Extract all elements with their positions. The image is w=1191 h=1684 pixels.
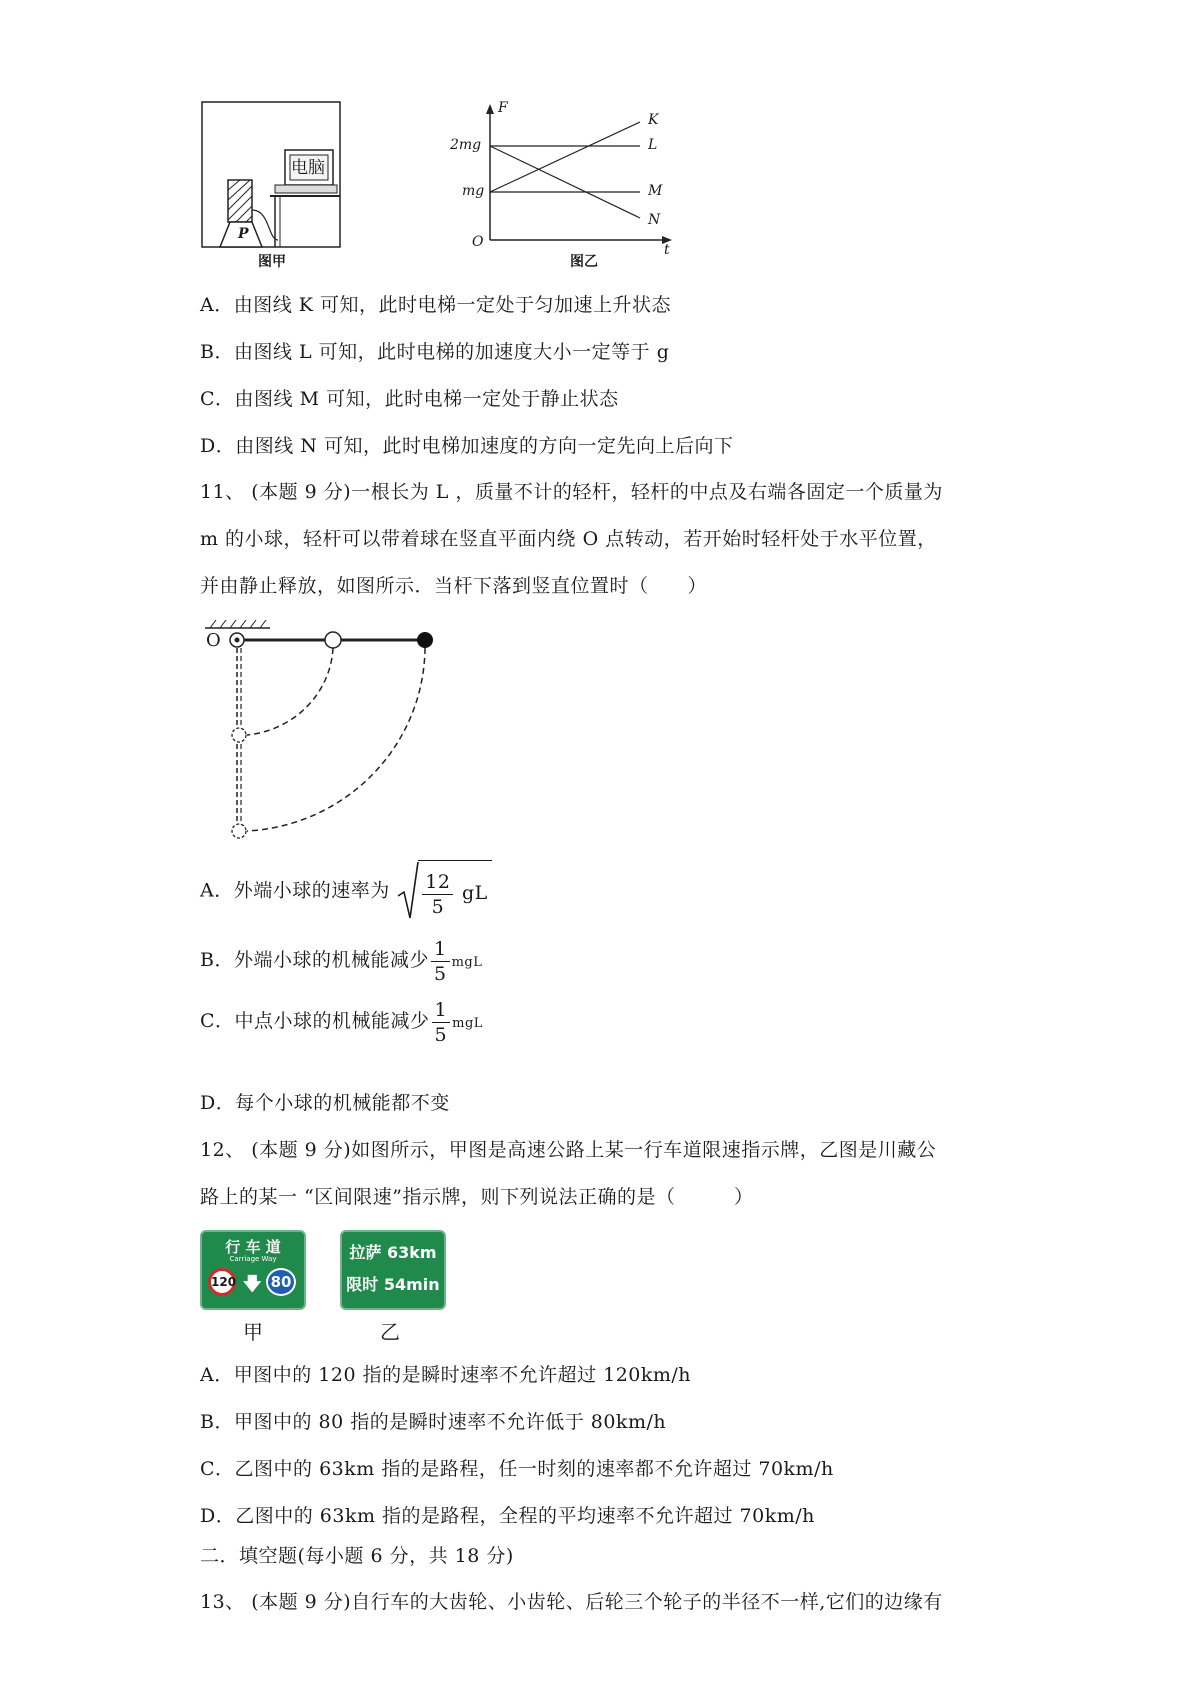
x-axis-label: t [664, 242, 670, 258]
fraction-1-5: $\frac{1}{5}$ [431, 937, 450, 986]
q11-option-a [200, 860, 492, 923]
figure-jia [200, 100, 345, 250]
mass-label-p: P [238, 226, 249, 242]
screen-label: 电脑 [291, 158, 325, 178]
down-arrow-icon: 🡇 [243, 1274, 262, 1295]
sign-yi-distance: 拉萨 63km [349, 1243, 437, 1262]
q11-stem-line1: 11、 (本题 9 分)一根长为 L ，质量不计的轻杆，轻杆的中点及右端各固定一个质量为 [200, 481, 943, 503]
q10-option-d: D．由图线 N 可知，此时电梯加速度的方向一定先向上后向下 [200, 435, 734, 457]
q11-a-prefix: A．外端小球的速率为 [200, 879, 390, 902]
q10-option-c: C．由图线 M 可知，此时电梯一定处于静止状态 [200, 388, 619, 410]
figure-jia-caption: 图甲 [258, 254, 286, 270]
sign-jia-title: 行 车 道 [225, 1238, 281, 1256]
fraction-1-5: $\frac{1}{5}$ [432, 998, 451, 1047]
label-m: M [648, 183, 663, 199]
figure-yi-caption: 图乙 [570, 254, 598, 270]
figure-yi-graph [450, 100, 680, 260]
q12-option-c: C．乙图中的 63km 指的是路程，任一时刻的速率都不允许超过 70km/h [200, 1458, 834, 1480]
tick-mg: mg [462, 183, 485, 199]
label-l: L [648, 137, 658, 153]
sign-yi-time: 限时 54min [346, 1275, 440, 1294]
rod-figure [200, 620, 450, 850]
pivot-label-o: O [206, 630, 221, 651]
q12-stem-line2: 路上的某一 “区间限速”指示牌，则下列说法正确的是（ ） [200, 1186, 754, 1208]
radical-sign [396, 860, 420, 922]
sign-interval-speed-limit [340, 1230, 446, 1310]
q12-option-a: A．甲图中的 120 指的是瞬时速率不允许超过 120km/h [200, 1364, 692, 1386]
q11-stem-line3: 并由静止释放，如图所示．当杆下落到竖直位置时（ ） [200, 575, 708, 597]
q11-option-b: B．外端小球的机械能减少 $\frac{1}{5}$ mgL [200, 937, 483, 985]
label-n: N [648, 212, 661, 228]
q12-option-b: B．甲图中的 80 指的是瞬时速率不允许低于 80km/h [200, 1411, 667, 1433]
q11-stem-line2: m 的小球，轻杆可以带着球在竖直平面内绕 O 点转动，若开始时轻杆处于水平位置， [200, 528, 937, 550]
q12-option-d: D．乙图中的 63km 指的是路程，全程的平均速率不允许超过 70km/h [200, 1505, 815, 1527]
q11-option-d: D．每个小球的机械能都不变 [200, 1092, 450, 1114]
max-speed-badge: 120 [208, 1268, 236, 1296]
min-speed-badge: 80 [266, 1268, 296, 1296]
sign-jia-subtitle: Carriage Way [229, 1255, 277, 1263]
q12-stem-line1: 12、 (本题 9 分)如图所示，甲图是高速公路上某一行车道限速指示牌，乙图是川藏公 [200, 1139, 937, 1161]
label-k: K [648, 112, 659, 128]
tick-2mg: 2mg [450, 137, 482, 153]
y-axis-label: F [498, 100, 508, 116]
sign-lane-speed-limit [200, 1230, 306, 1310]
q10-option-b: B．由图线 L 可知，此时电梯的加速度大小一定等于 g [200, 341, 670, 363]
figure-yi [450, 100, 680, 260]
origin-label: O [472, 234, 484, 250]
sign-yi-caption: 乙 [380, 1320, 400, 1344]
section-2-title: 二．填空题(每小题 6 分，共 18 分) [200, 1545, 514, 1567]
rod-drawing [200, 620, 450, 850]
q11-option-c: C．中点小球的机械能减少 $\frac{1}{5}$ mgL [200, 998, 483, 1046]
q13-stem-line1: 13、 (本题 9 分)自行车的大齿轮、小齿轮、后轮三个轮子的半径不一样,它们的边缘有 [200, 1591, 943, 1613]
sign-jia-caption: 甲 [243, 1320, 263, 1344]
sqrt-expression: $\frac{12}{5}$ gL [396, 860, 492, 923]
q10-option-a: A．由图线 K 可知，此时电梯一定处于匀加速上升状态 [200, 294, 671, 316]
fraction-12-5: $\frac{12}{5}$ [422, 870, 453, 919]
